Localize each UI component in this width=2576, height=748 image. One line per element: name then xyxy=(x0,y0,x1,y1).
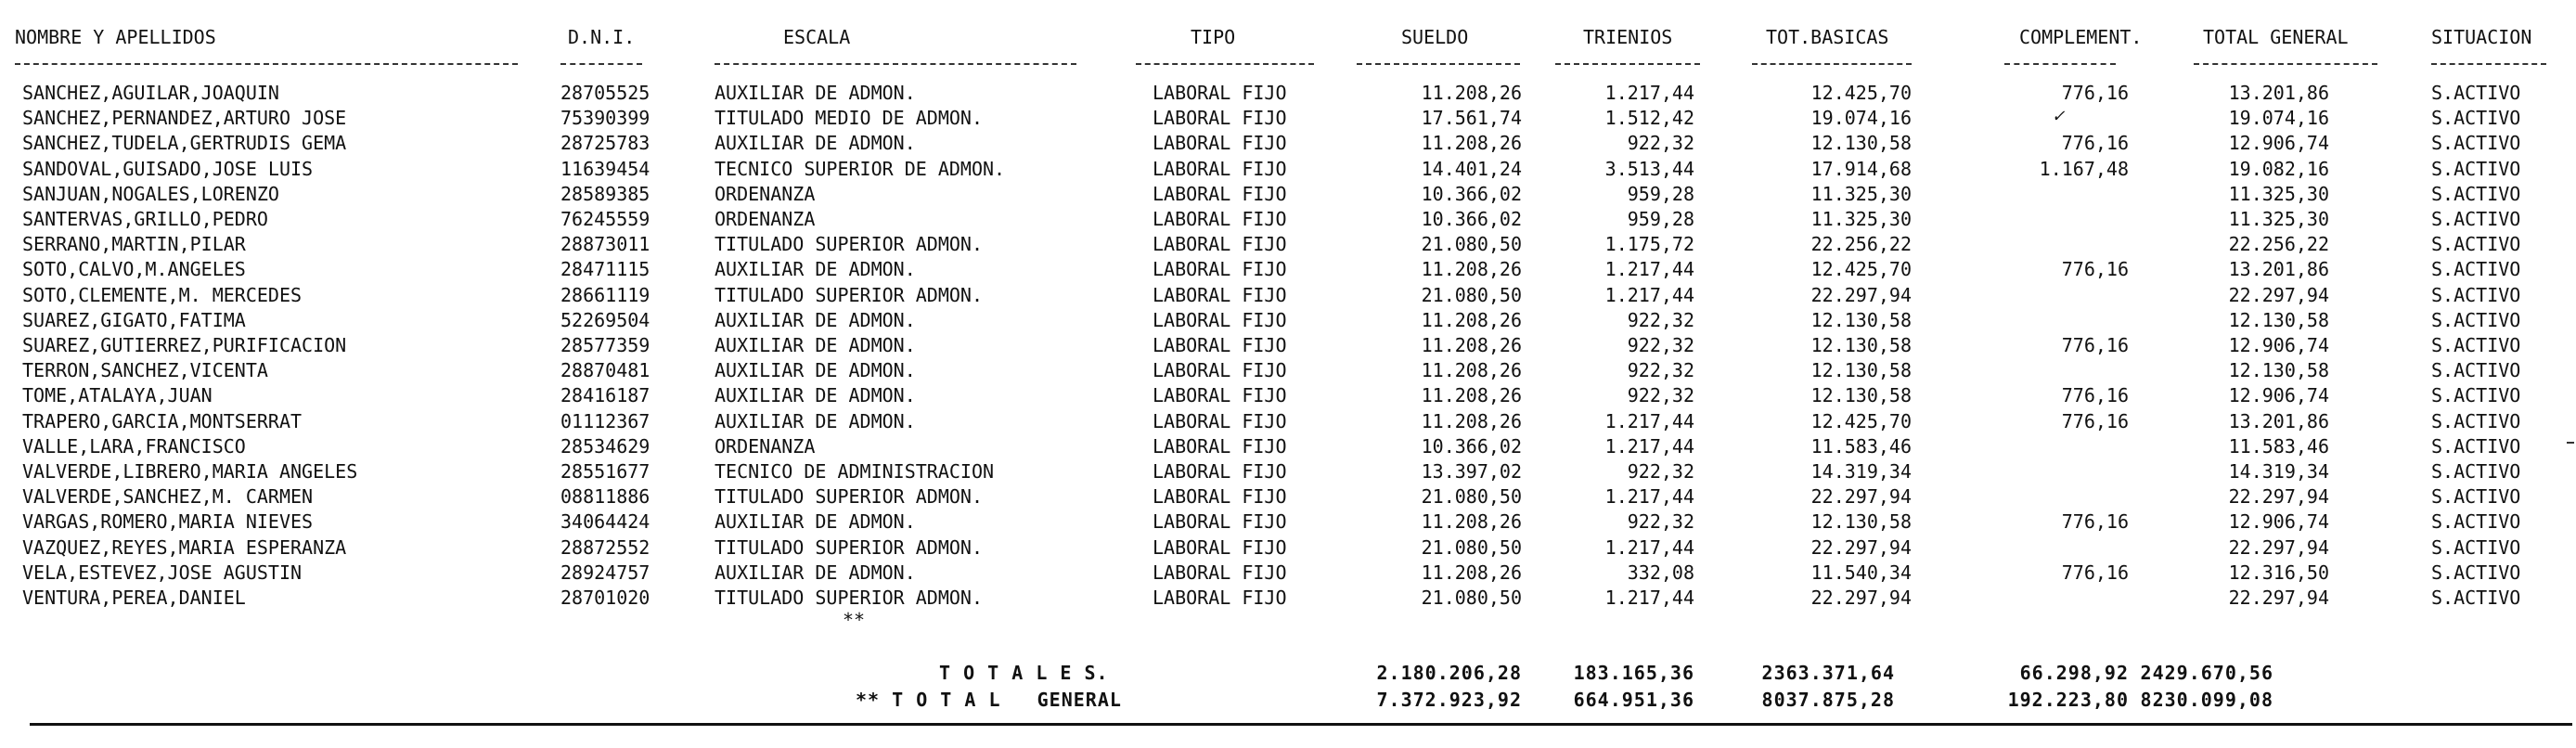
cell-escala: TITULADO SUPERIOR ADMON. xyxy=(715,485,983,509)
underline-tipo xyxy=(1136,63,1314,65)
header-dni: D.N.I. xyxy=(568,26,636,48)
cell-complement: 776,16 xyxy=(2061,409,2129,432)
cell-trienios: 1.217,44 xyxy=(1604,587,1694,609)
cell-totbasicas: 12.130,58 xyxy=(1810,384,1912,407)
cell-sueldo: 11.208,26 xyxy=(1421,384,1522,407)
cell-dni: 01112367 xyxy=(560,409,650,432)
cell-trienios: 332,08 xyxy=(1627,561,1694,584)
cell-tipo: LABORAL FIJO xyxy=(1153,587,1287,609)
totales-totalgeneral: 2429.670,56 xyxy=(2140,662,2273,684)
cell-totalgeneral: 19.074,16 xyxy=(2228,107,2329,130)
cell-complement: 776,16 xyxy=(2061,384,2129,407)
cell-totalgeneral: 22.256,22 xyxy=(2228,233,2329,256)
cell-dni: 34064424 xyxy=(560,510,650,534)
cell-nombre: SANCHEZ,TUDELA,GERTRUDIS GEMA xyxy=(22,132,347,155)
header-trienios: TRIENIOS xyxy=(1583,26,1673,48)
totales-totbasicas: 2363.371,64 xyxy=(1761,662,1895,684)
cell-totbasicas: 12.130,58 xyxy=(1810,359,1912,382)
header-sueldo: SUELDO xyxy=(1401,26,1469,48)
underline-nombre xyxy=(15,63,518,65)
cell-sueldo: 21.080,50 xyxy=(1421,233,1522,256)
cell-situacion: S.ACTIVO xyxy=(2431,485,2521,509)
cell-trienios: 922,32 xyxy=(1627,132,1694,155)
cell-totbasicas: 11.583,46 xyxy=(1810,434,1912,458)
cell-dni: 28534629 xyxy=(560,434,650,458)
cell-situacion: S.ACTIVO xyxy=(2431,409,2521,432)
cell-nombre: VENTURA,PEREA,DANIEL xyxy=(22,587,246,609)
cell-sueldo: 11.208,26 xyxy=(1421,258,1522,281)
cell-escala: AUXILIAR DE ADMON. xyxy=(715,510,916,534)
cell-escala: TECNICO SUPERIOR DE ADMON. xyxy=(715,157,1006,180)
cell-tipo: LABORAL FIJO xyxy=(1153,308,1287,331)
cell-totalgeneral: 12.906,74 xyxy=(2228,510,2329,534)
cell-dni: 28725783 xyxy=(560,132,650,155)
cell-situacion: S.ACTIVO xyxy=(2431,510,2521,534)
cell-trienios: 922,32 xyxy=(1627,460,1694,483)
table-row xyxy=(0,458,2576,484)
table-row xyxy=(0,332,2576,358)
cell-escala: AUXILIAR DE ADMON. xyxy=(715,334,916,356)
cell-dni: 28870481 xyxy=(560,359,650,382)
cell-complement: 776,16 xyxy=(2061,334,2129,356)
cell-totbasicas: 22.297,94 xyxy=(1810,535,1912,559)
cell-sueldo: 11.208,26 xyxy=(1421,409,1522,432)
cell-totbasicas: 12.425,70 xyxy=(1810,258,1912,281)
table-row xyxy=(0,256,2576,282)
cell-situacion: S.ACTIVO xyxy=(2431,283,2521,306)
underline-situacion xyxy=(2431,63,2546,65)
cell-dni: 11639454 xyxy=(560,157,650,180)
cell-tipo: LABORAL FIJO xyxy=(1153,434,1287,458)
cell-situacion: S.ACTIVO xyxy=(2431,334,2521,356)
cell-complement: 776,16 xyxy=(2061,510,2129,534)
cell-dni: 28705525 xyxy=(560,82,650,104)
cell-totalgeneral: 12.130,58 xyxy=(2228,359,2329,382)
cell-trienios: 959,28 xyxy=(1627,182,1694,205)
cell-totalgeneral: 11.325,30 xyxy=(2228,208,2329,230)
table-row xyxy=(0,560,2576,586)
cell-trienios: 922,32 xyxy=(1627,510,1694,534)
cell-escala: AUXILIAR DE ADMON. xyxy=(715,82,916,104)
cell-totalgeneral: 22.297,94 xyxy=(2228,587,2329,609)
cell-dni: 08811886 xyxy=(560,485,650,509)
table-row xyxy=(0,535,2576,561)
cell-totalgeneral: 12.906,74 xyxy=(2228,132,2329,155)
table-row xyxy=(0,408,2576,434)
table-row xyxy=(0,231,2576,257)
cell-tipo: LABORAL FIJO xyxy=(1153,334,1287,356)
cell-trienios: 1.217,44 xyxy=(1604,82,1694,104)
cell-trienios: 1.512,42 xyxy=(1604,107,1694,130)
cell-totbasicas: 14.319,34 xyxy=(1810,460,1912,483)
cell-trienios: 922,32 xyxy=(1627,384,1694,407)
cell-totalgeneral: 22.297,94 xyxy=(2228,485,2329,509)
header-totalgeneral: TOTAL GENERAL xyxy=(2203,26,2349,48)
total-general-label: ** T O T A L GENERAL xyxy=(856,689,1122,711)
cell-totalgeneral: 12.906,74 xyxy=(2228,334,2329,356)
cell-tipo: LABORAL FIJO xyxy=(1153,535,1287,559)
table-row xyxy=(0,433,2576,459)
cell-trienios: 1.217,44 xyxy=(1604,283,1694,306)
cell-situacion: S.ACTIVO xyxy=(2431,535,2521,559)
cell-totalgeneral: 12.130,58 xyxy=(2228,308,2329,331)
cell-dni: 28661119 xyxy=(560,283,650,306)
cell-sueldo: 13.397,02 xyxy=(1421,460,1522,483)
cell-tipo: LABORAL FIJO xyxy=(1153,384,1287,407)
cell-nombre: VAZQUEZ,REYES,MARIA ESPERANZA xyxy=(22,535,347,559)
cell-escala: AUXILIAR DE ADMON. xyxy=(715,384,916,407)
underline-totbasicas xyxy=(1752,63,1912,65)
cell-escala: TITULADO SUPERIOR ADMON. xyxy=(715,233,983,256)
cell-dni: 75390399 xyxy=(560,107,650,130)
cell-situacion: S.ACTIVO xyxy=(2431,208,2521,230)
cell-nombre: VARGAS,ROMERO,MARIA NIEVES xyxy=(22,510,314,534)
underline-escala xyxy=(715,63,1076,65)
header-totbasicas: TOT.BASICAS xyxy=(1766,26,1889,48)
cell-situacion: S.ACTIVO xyxy=(2431,460,2521,483)
cell-nombre: SUAREZ,GUTIERREZ,PURIFICACION xyxy=(22,334,347,356)
cell-totalgeneral: 12.906,74 xyxy=(2228,384,2329,407)
cell-totbasicas: 22.297,94 xyxy=(1810,283,1912,306)
cell-sueldo: 17.561,74 xyxy=(1421,107,1522,130)
cell-complement: 776,16 xyxy=(2061,82,2129,104)
cell-tipo: LABORAL FIJO xyxy=(1153,283,1287,306)
cell-totalgeneral: 13.201,86 xyxy=(2228,409,2329,432)
cell-nombre: SANCHEZ,AGUILAR,JOAQUIN xyxy=(22,82,279,104)
underline-totalgeneral xyxy=(2194,63,2377,65)
cell-totalgeneral: 22.297,94 xyxy=(2228,283,2329,306)
cell-situacion: S.ACTIVO xyxy=(2431,434,2521,458)
cell-escala: ORDENANZA xyxy=(715,434,816,458)
cell-nombre: VALVERDE,LIBRERO,MARIA ANGELES xyxy=(22,460,358,483)
cell-dni: 28872552 xyxy=(560,535,650,559)
cell-totalgeneral: 12.316,50 xyxy=(2228,561,2329,584)
table-row xyxy=(0,80,2576,106)
underline-sueldo xyxy=(1357,63,1520,65)
cell-trienios: 922,32 xyxy=(1627,359,1694,382)
cell-totbasicas: 12.130,58 xyxy=(1810,308,1912,331)
cell-trienios: 3.513,44 xyxy=(1604,157,1694,180)
cell-escala: AUXILIAR DE ADMON. xyxy=(715,409,916,432)
cell-tipo: LABORAL FIJO xyxy=(1153,132,1287,155)
cell-nombre: SANDOVAL,GUISADO,JOSE LUIS xyxy=(22,157,314,180)
header-nombre: NOMBRE Y APELLIDOS xyxy=(15,26,216,48)
cell-tipo: LABORAL FIJO xyxy=(1153,485,1287,509)
cell-tipo: LABORAL FIJO xyxy=(1153,510,1287,534)
cell-escala: TITULADO MEDIO DE ADMON. xyxy=(715,107,983,130)
cell-totbasicas: 22.297,94 xyxy=(1810,485,1912,509)
cell-nombre: SOTO,CLEMENTE,M. MERCEDES xyxy=(22,283,303,306)
cell-tipo: LABORAL FIJO xyxy=(1153,182,1287,205)
cell-totbasicas: 12.130,58 xyxy=(1810,132,1912,155)
cell-trienios: 1.217,44 xyxy=(1604,434,1694,458)
cell-trienios: 1.217,44 xyxy=(1604,258,1694,281)
cell-sueldo: 11.208,26 xyxy=(1421,308,1522,331)
cell-situacion: S.ACTIVO xyxy=(2431,82,2521,104)
cell-sueldo: 11.208,26 xyxy=(1421,334,1522,356)
cell-nombre: SERRANO,MARTIN,PILAR xyxy=(22,233,246,256)
cell-nombre: TERRON,SANCHEZ,VICENTA xyxy=(22,359,268,382)
header-escala: ESCALA xyxy=(783,26,851,48)
cell-totbasicas: 22.297,94 xyxy=(1810,587,1912,609)
cell-nombre: SANTERVAS,GRILLO,PEDRO xyxy=(22,208,268,230)
cell-situacion: S.ACTIVO xyxy=(2431,107,2521,130)
cell-escala: AUXILIAR DE ADMON. xyxy=(715,132,916,155)
cell-situacion: S.ACTIVO xyxy=(2431,182,2521,205)
cell-totalgeneral: 11.583,46 xyxy=(2228,434,2329,458)
cell-nombre: SANCHEZ,PERNANDEZ,ARTURO JOSE xyxy=(22,107,347,130)
cell-dni: 76245559 xyxy=(560,208,650,230)
cell-sueldo: 10.366,02 xyxy=(1421,208,1522,230)
table-row xyxy=(0,382,2576,408)
header-complement: COMPLEMENT. xyxy=(2019,26,2143,48)
cell-situacion: S.ACTIVO xyxy=(2431,233,2521,256)
cell-trienios: 1.217,44 xyxy=(1604,535,1694,559)
table-row xyxy=(0,130,2576,156)
cell-sueldo: 11.208,26 xyxy=(1421,359,1522,382)
cell-trienios: 922,32 xyxy=(1627,308,1694,331)
table-row xyxy=(0,509,2576,535)
cell-escala: AUXILIAR DE ADMON. xyxy=(715,561,916,584)
header-situacion: SITUACION xyxy=(2431,26,2532,48)
cell-nombre: VALLE,LARA,FRANCISCO xyxy=(22,434,246,458)
cell-sueldo: 11.208,26 xyxy=(1421,561,1522,584)
cell-escala: AUXILIAR DE ADMON. xyxy=(715,359,916,382)
cell-sueldo: 21.080,50 xyxy=(1421,535,1522,559)
total-general-totbasicas: 8037.875,28 xyxy=(1761,689,1895,711)
cell-tipo: LABORAL FIJO xyxy=(1153,460,1287,483)
cell-totbasicas: 11.325,30 xyxy=(1810,208,1912,230)
cell-escala: ORDENANZA xyxy=(715,182,816,205)
cell-nombre: SOTO,CALVO,M.ANGELES xyxy=(22,258,246,281)
total-general-trienios: 664.951,36 xyxy=(1573,689,1694,711)
cell-sueldo: 14.401,24 xyxy=(1421,157,1522,180)
cell-totbasicas: 11.325,30 xyxy=(1810,182,1912,205)
cell-trienios: 1.217,44 xyxy=(1604,409,1694,432)
totales-trienios: 183.165,36 xyxy=(1573,662,1694,684)
cell-totalgeneral: 13.201,86 xyxy=(2228,258,2329,281)
cell-escala: AUXILIAR DE ADMON. xyxy=(715,258,916,281)
underline-trienios xyxy=(1555,63,1700,65)
table-row xyxy=(0,206,2576,232)
table-row xyxy=(0,282,2576,308)
cell-nombre: VELA,ESTEVEZ,JOSE AGUSTIN xyxy=(22,561,303,584)
cell-situacion: S.ACTIVO xyxy=(2431,132,2521,155)
cell-dni: 28589385 xyxy=(560,182,650,205)
cell-escala: ORDENANZA xyxy=(715,208,816,230)
cell-sueldo: 10.366,02 xyxy=(1421,434,1522,458)
cell-sueldo: 21.080,50 xyxy=(1421,283,1522,306)
cell-escala: TITULADO SUPERIOR ADMON. xyxy=(715,587,983,609)
cell-escala: TECNICO DE ADMINISTRACION xyxy=(715,460,995,483)
underline-dni xyxy=(560,63,642,65)
cell-dni: 28577359 xyxy=(560,334,650,356)
cell-totbasicas: 11.540,34 xyxy=(1810,561,1912,584)
cell-totbasicas: 12.425,70 xyxy=(1810,82,1912,104)
cell-dni: 28701020 xyxy=(560,587,650,609)
table-row xyxy=(0,585,2576,611)
cell-escala: TITULADO SUPERIOR ADMON. xyxy=(715,535,983,559)
cell-dni: 28924757 xyxy=(560,561,650,584)
cell-situacion: S.ACTIVO xyxy=(2431,384,2521,407)
cell-tipo: LABORAL FIJO xyxy=(1153,561,1287,584)
cell-dni: 52269504 xyxy=(560,308,650,331)
cell-tipo: LABORAL FIJO xyxy=(1153,409,1287,432)
cell-sueldo: 11.208,26 xyxy=(1421,510,1522,534)
cell-nombre: VALVERDE,SANCHEZ,M. CARMEN xyxy=(22,485,314,509)
cell-nombre: SANJUAN,NOGALES,LORENZO xyxy=(22,182,279,205)
cell-dni: 28471115 xyxy=(560,258,650,281)
cell-sueldo: 11.208,26 xyxy=(1421,132,1522,155)
cell-sueldo: 11.208,26 xyxy=(1421,82,1522,104)
cell-nombre: SUAREZ,GIGATO,FATIMA xyxy=(22,308,246,331)
table-row xyxy=(0,156,2576,182)
cell-complement: 776,16 xyxy=(2061,258,2129,281)
cell-nombre: TRAPERO,GARCIA,MONTSERRAT xyxy=(22,409,303,432)
cell-trienios: 1.217,44 xyxy=(1604,485,1694,509)
total-general-totalgeneral: 8230.099,08 xyxy=(2140,689,2273,711)
cell-sueldo: 10.366,02 xyxy=(1421,182,1522,205)
cell-sueldo: 21.080,50 xyxy=(1421,485,1522,509)
cell-totbasicas: 17.914,68 xyxy=(1810,157,1912,180)
cell-situacion: S.ACTIVO xyxy=(2431,359,2521,382)
cell-tipo: LABORAL FIJO xyxy=(1153,233,1287,256)
cell-totalgeneral: 11.325,30 xyxy=(2228,182,2329,205)
cell-tipo: LABORAL FIJO xyxy=(1153,157,1287,180)
cell-dni: 28873011 xyxy=(560,233,650,256)
cell-totbasicas: 12.130,58 xyxy=(1810,334,1912,356)
cell-trienios: 959,28 xyxy=(1627,208,1694,230)
table-row xyxy=(0,484,2576,509)
totales-complement: 66.298,92 xyxy=(2019,662,2129,684)
cell-escala: AUXILIAR DE ADMON. xyxy=(715,308,916,331)
cell-tipo: LABORAL FIJO xyxy=(1153,208,1287,230)
cell-totbasicas: 12.425,70 xyxy=(1810,409,1912,432)
bottom-rule xyxy=(30,723,2572,726)
cell-situacion: S.ACTIVO xyxy=(2431,157,2521,180)
cell-tipo: LABORAL FIJO xyxy=(1153,258,1287,281)
total-general-complement: 192.223,80 xyxy=(2007,689,2129,711)
cell-complement: 1.167,48 xyxy=(2039,157,2129,180)
cell-totalgeneral: 19.082,16 xyxy=(2228,157,2329,180)
cell-totbasicas: 22.256,22 xyxy=(1810,233,1912,256)
cell-escala: TITULADO SUPERIOR ADMON. xyxy=(715,283,983,306)
table-row xyxy=(0,307,2576,333)
cell-sueldo: 21.080,50 xyxy=(1421,587,1522,609)
header-tipo: TIPO xyxy=(1191,26,1236,48)
cell-nombre: TOME,ATALAYA,JUAN xyxy=(22,384,213,407)
cell-totbasicas: 19.074,16 xyxy=(1810,107,1912,130)
cell-totbasicas: 12.130,58 xyxy=(1810,510,1912,534)
cell-trienios: 1.175,72 xyxy=(1604,233,1694,256)
cell-dni: 28416187 xyxy=(560,384,650,407)
cell-complement: 776,16 xyxy=(2061,132,2129,155)
totales-label: T O T A L E S. xyxy=(939,662,1109,684)
table-row xyxy=(0,181,2576,207)
margin-tick xyxy=(2567,442,2574,444)
cell-tipo: LABORAL FIJO xyxy=(1153,359,1287,382)
underline-complement xyxy=(2004,63,2116,65)
cell-totalgeneral: 22.297,94 xyxy=(2228,535,2329,559)
total-general-sueldo: 7.372.923,92 xyxy=(1376,689,1522,711)
cell-tipo: LABORAL FIJO xyxy=(1153,82,1287,104)
table-row xyxy=(0,105,2576,131)
table-row xyxy=(0,357,2576,383)
cell-complement: 776,16 xyxy=(2061,561,2129,584)
cell-situacion: S.ACTIVO xyxy=(2431,561,2521,584)
cell-dni: 28551677 xyxy=(560,460,650,483)
cell-trienios: 922,32 xyxy=(1627,334,1694,356)
cell-situacion: S.ACTIVO xyxy=(2431,258,2521,281)
cell-situacion: S.ACTIVO xyxy=(2431,587,2521,609)
stars-mark: ** xyxy=(843,609,866,631)
cell-totalgeneral: 14.319,34 xyxy=(2228,460,2329,483)
totales-sueldo: 2.180.206,28 xyxy=(1376,662,1522,684)
cell-tipo: LABORAL FIJO xyxy=(1153,107,1287,130)
handwritten-check-mark: ✓ xyxy=(2053,104,2065,126)
cell-totalgeneral: 13.201,86 xyxy=(2228,82,2329,104)
cell-situacion: S.ACTIVO xyxy=(2431,308,2521,331)
